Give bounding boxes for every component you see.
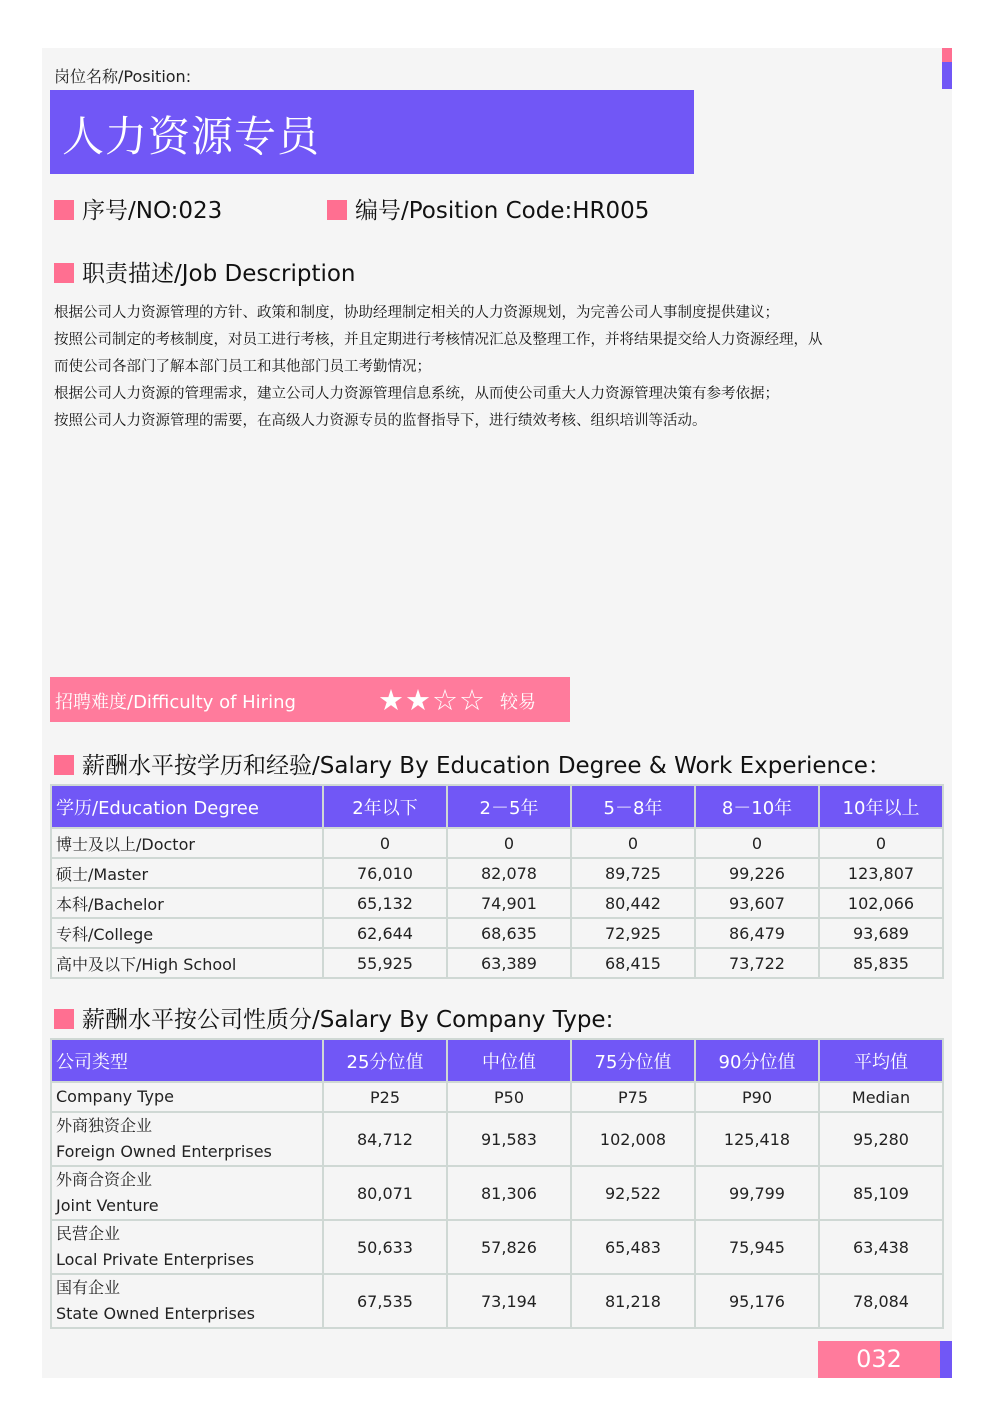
- table-cell: 68,635: [447, 918, 571, 948]
- table-header-row: [51, 1039, 943, 1082]
- table-cell: 博士及以上/Doctor: [51, 828, 323, 858]
- table-cell: [51, 1166, 323, 1220]
- table-row: [51, 918, 943, 948]
- table-header: 中位值: [447, 1039, 571, 1082]
- table-cell: 65,483: [571, 1220, 695, 1274]
- job-description: [54, 300, 954, 435]
- company-type-cn: 外商合资企业: [56, 1170, 153, 1189]
- square-bullet-icon: [327, 200, 347, 220]
- table-cell: 73,194: [447, 1274, 571, 1328]
- position-code: 编号/Position Code:HR005: [327, 192, 649, 225]
- table-header: 公司类型: [51, 1039, 323, 1082]
- position-label: 岗位名称/Position:: [54, 67, 192, 86]
- corner-decoration: [942, 48, 952, 89]
- table-cell: 102,066: [819, 888, 943, 918]
- table-cell: 76,010: [323, 858, 447, 888]
- company-type-en: State Owned Enterprises: [56, 1304, 255, 1323]
- table-cell: 55,925: [323, 948, 447, 978]
- table-cell: 93,689: [819, 918, 943, 948]
- table-cell: P50: [447, 1082, 571, 1112]
- table-header: 学历/Education Degree: [51, 785, 323, 828]
- table-header: 2－5年: [447, 785, 571, 828]
- table-cell: 50,633: [323, 1220, 447, 1274]
- table-cell: 62,644: [323, 918, 447, 948]
- table-cell: 93,607: [695, 888, 819, 918]
- table-cell: 73,722: [695, 948, 819, 978]
- table-cell: P25: [323, 1082, 447, 1112]
- table-cell: 125,418: [695, 1112, 819, 1166]
- table-cell: P75: [571, 1082, 695, 1112]
- description-line: 按照公司人力资源管理的需要，在高级人力资源专员的监督指导下，进行绩效考核、组织培训等活动。: [54, 413, 707, 429]
- table-header: 10年以上: [819, 785, 943, 828]
- table-cell: 102,008: [571, 1112, 695, 1166]
- table-cell: 89,725: [571, 858, 695, 888]
- table-cell: 95,280: [819, 1112, 943, 1166]
- table-cell: 99,799: [695, 1166, 819, 1220]
- table-cell: P90: [695, 1082, 819, 1112]
- company-type-en: Joint Venture: [56, 1196, 159, 1215]
- table-row: [51, 1112, 943, 1166]
- table-cell: [51, 1220, 323, 1274]
- table-header: 25分位值: [323, 1039, 447, 1082]
- table-cell: 0: [695, 828, 819, 858]
- table-cell: 67,535: [323, 1274, 447, 1328]
- table-header: 8－10年: [695, 785, 819, 828]
- description-line: 根据公司人力资源的管理需求，建立公司人力资源管理信息系统，从而使公司重大人力资源管理决策有参考依据；: [54, 386, 779, 402]
- square-bullet-icon: [54, 263, 74, 283]
- table-row: [51, 1220, 943, 1274]
- education-salary-table: [50, 784, 944, 979]
- company-type-cn: 外商独资企业: [56, 1116, 153, 1135]
- description-line: 而使公司各部门了解本部门员工和其他部门员工考勤情况；: [54, 359, 431, 375]
- table-row: [51, 1166, 943, 1220]
- square-bullet-icon: [54, 1009, 74, 1029]
- table-cell: 0: [819, 828, 943, 858]
- table-cell: 0: [447, 828, 571, 858]
- table-cell: 99,226: [695, 858, 819, 888]
- table-cell: 81,306: [447, 1166, 571, 1220]
- table-cell: 80,071: [323, 1166, 447, 1220]
- education-salary-heading: 薪酬水平按学历和经验/Salary By Education Degree & Work Experience：: [54, 747, 891, 780]
- table-cell: 72,925: [571, 918, 695, 948]
- table-cell: 57,826: [447, 1220, 571, 1274]
- square-bullet-icon: [54, 755, 74, 775]
- table-cell: 74,901: [447, 888, 571, 918]
- table-cell: 91,583: [447, 1112, 571, 1166]
- table-cell: [51, 1112, 323, 1166]
- table-cell: 65,132: [323, 888, 447, 918]
- table-cell: 68,415: [571, 948, 695, 978]
- table-cell: 本科/Bachelor: [51, 888, 323, 918]
- table-header: 90分位值: [695, 1039, 819, 1082]
- table-row: [51, 948, 943, 978]
- table-cell: [51, 1274, 323, 1328]
- table-cell: 95,176: [695, 1274, 819, 1328]
- table-row: [51, 858, 943, 888]
- company-salary-table: [50, 1038, 944, 1329]
- table-cell: 84,712: [323, 1112, 447, 1166]
- job-description-heading: 职责描述/Job Description: [54, 255, 356, 288]
- table-cell: 75,945: [695, 1220, 819, 1274]
- table-header: 平均值: [819, 1039, 943, 1082]
- square-bullet-icon: [54, 200, 74, 220]
- table-cell: 86,479: [695, 918, 819, 948]
- star-rating-icon: ★★☆☆: [378, 683, 486, 717]
- company-type-cn: 国有企业: [56, 1278, 121, 1297]
- difficulty-label: 招聘难度/Difficulty of Hiring: [55, 692, 296, 713]
- table-row: [51, 1274, 943, 1328]
- table-cell: 92,522: [571, 1166, 695, 1220]
- description-line: 按照公司制定的考核制度，对员工进行考核，并且定期进行考核情况汇总及整理工作，并将结果提交给人力资源经理，从: [54, 332, 823, 348]
- table-cell: 硕士/Master: [51, 858, 323, 888]
- table-cell: Median: [819, 1082, 943, 1112]
- table-cell: 高中及以下/High School: [51, 948, 323, 978]
- title-banner: [50, 90, 694, 174]
- description-line: 根据公司人力资源管理的方针、政策和制度，协助经理制定相关的人力资源规划，为完善公司人事制度提供建议；: [54, 305, 779, 321]
- table-cell: Company Type: [51, 1082, 323, 1112]
- page-number: 032: [818, 1341, 940, 1378]
- table-row: [51, 828, 943, 858]
- table-cell: 63,389: [447, 948, 571, 978]
- serial-number: 序号/NO:023: [54, 192, 222, 225]
- table-cell: 63,438: [819, 1220, 943, 1274]
- company-type-en: Local Private Enterprises: [56, 1250, 255, 1269]
- table-header-row: [51, 785, 943, 828]
- company-type-en: Foreign Owned Enterprises: [56, 1142, 272, 1161]
- page-title: 人力资源专员: [62, 112, 321, 161]
- table-cell: 80,442: [571, 888, 695, 918]
- table-cell: 85,835: [819, 948, 943, 978]
- table-cell: 123,807: [819, 858, 943, 888]
- table-cell: 82,078: [447, 858, 571, 888]
- table-subheader-row: [51, 1082, 943, 1112]
- company-salary-heading: 薪酬水平按公司性质分/Salary By Company Type:: [54, 1001, 613, 1034]
- table-cell: 0: [571, 828, 695, 858]
- difficulty-bar: [50, 677, 570, 722]
- table-cell: 81,218: [571, 1274, 695, 1328]
- table-header: 75分位值: [571, 1039, 695, 1082]
- table-header: 5－8年: [571, 785, 695, 828]
- company-type-cn: 民营企业: [56, 1224, 121, 1243]
- table-cell: 0: [323, 828, 447, 858]
- table-cell: 专科/College: [51, 918, 323, 948]
- table-cell: 85,109: [819, 1166, 943, 1220]
- difficulty-level: 较易: [500, 692, 536, 713]
- table-header: 2年以下: [323, 785, 447, 828]
- page-number-accent: [940, 1341, 952, 1378]
- table-row: [51, 888, 943, 918]
- table-cell: 78,084: [819, 1274, 943, 1328]
